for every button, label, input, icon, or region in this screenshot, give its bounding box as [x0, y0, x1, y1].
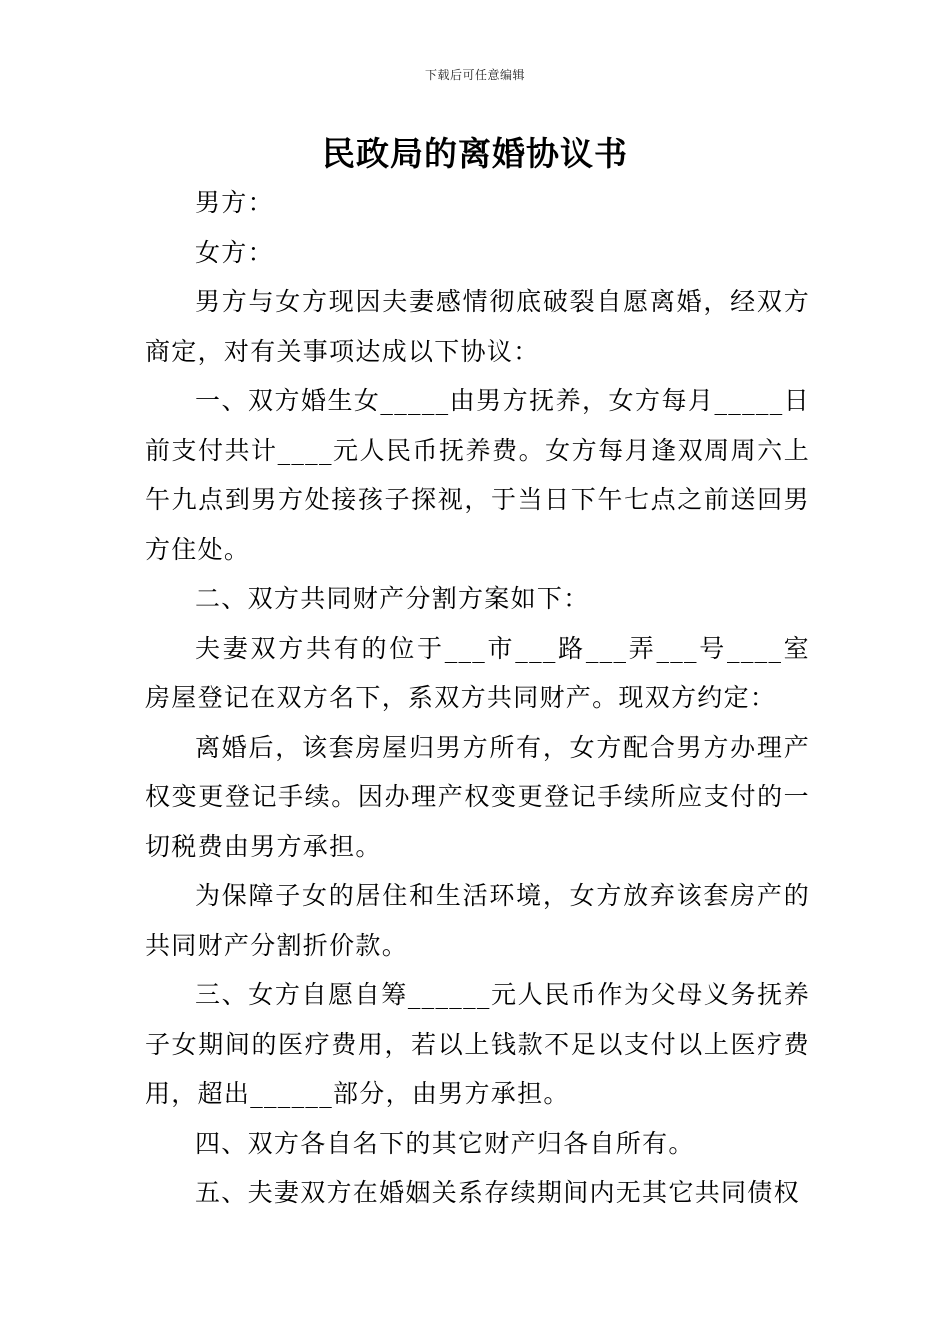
clause-2-waiver: 为保障子女的居住和生活环境，女方放弃该套房产的共同财产分割折价款。: [145, 881, 810, 960]
document-title: 民政局的离婚协议书: [322, 134, 628, 173]
male-party-field: 男方：: [195, 188, 274, 217]
clause-1-custody: 一、双方婚生女_____由男方抚养，女方每月_____日前支付共计____元人民币抚养费。女方每月逢双周周六上午九点到男方处接孩子探视，于当日下午七点之前送回男方住处。: [145, 386, 810, 564]
paragraph-preamble: 男方与女方现因夫妻感情彻底破裂自愿离婚，经双方商定，对有关事项达成以下协议：: [145, 287, 810, 366]
clause-2-property: 夫妻双方共有的位于___市___路___弄___号____室房屋登记在双方名下，系双方共同财产。现双方约定：: [145, 633, 810, 712]
female-party-field: 女方：: [195, 237, 274, 267]
clause-3-medical: 三、女方自愿自筹______元人民币作为父母义务抚养子女期间的医疗费用，若以上钱款不足以支付以上医疗费用，超出______部分，由男方承担。: [145, 980, 810, 1108]
header-note: 下载后可任意编辑: [424, 68, 525, 82]
clause-2-ownership: 离婚后，该套房屋归男方所有，女方配合男方办理产权变更登记手续。因办理产权变更登记手续所应支付的一切税费由男方承担。: [145, 732, 810, 861]
clause-5-debts: 五、夫妻双方在婚姻关系存续期间内无其它共同债权: [195, 1178, 800, 1207]
document-body: [145, 178, 810, 1218]
clause-4-other-property: 四、双方各自名下的其它财产归各自所有。: [195, 1128, 695, 1158]
clause-2-heading: 二、双方共同财产分割方案如下：: [195, 584, 590, 613]
